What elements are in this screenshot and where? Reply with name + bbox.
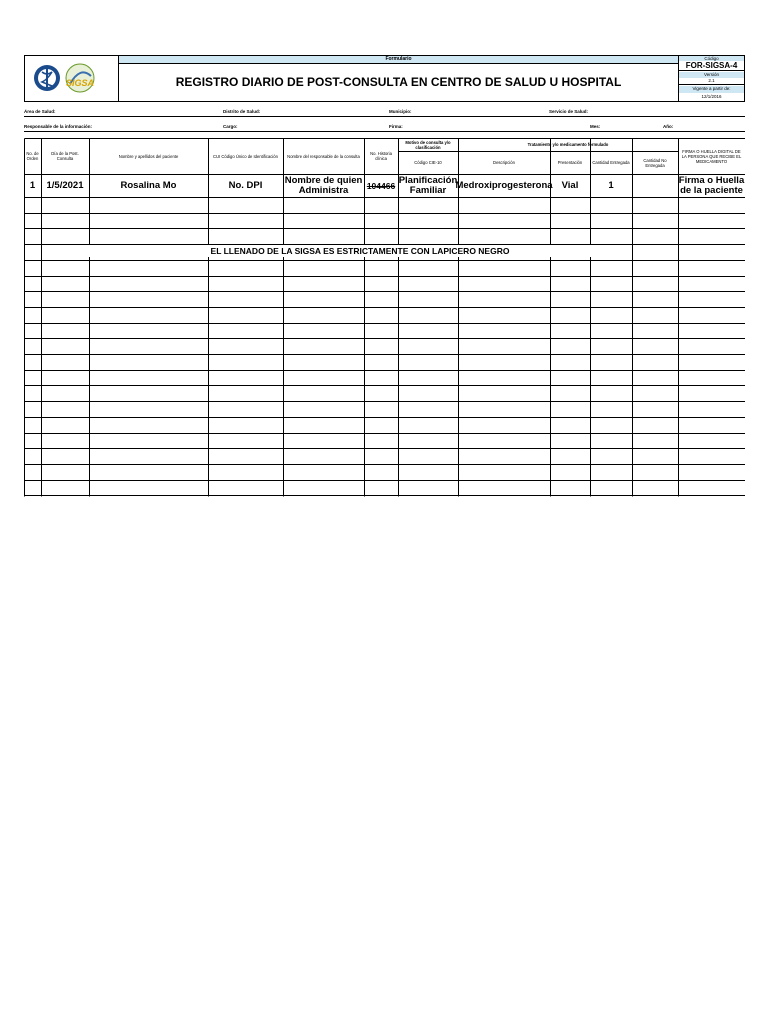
health-logos — [25, 56, 119, 101]
row1-historia: 104466 — [366, 180, 396, 191]
code-column — [678, 56, 744, 101]
logo-cell — [25, 56, 119, 101]
version-label: Versión — [679, 72, 744, 78]
codigo-label: Código — [679, 56, 744, 61]
header-no-orden: No. de Orden — [26, 151, 39, 161]
row1-presentacion: Vial — [561, 179, 579, 191]
header-descripcion: Descripción — [493, 160, 515, 165]
formulario-label: Formulario — [119, 56, 678, 64]
header-presentacion: Presentación — [557, 160, 583, 165]
servicio-label: Servicio de Salud: — [549, 109, 589, 114]
municipio-label: Municipio: — [389, 109, 412, 114]
anio-label: Año: — [663, 124, 674, 129]
area-label: Área de Salud: — [24, 109, 56, 114]
header-motivo: Motivo de consulta y/o clasificación — [405, 139, 451, 150]
form-title: REGISTRO DIARIO DE POST-CONSULTA EN CENTRO DE SALUD U HOSPITAL — [175, 75, 622, 89]
row1-cantidad: 1 — [608, 179, 614, 191]
sigsa-logo-text: SIGSA — [65, 78, 95, 88]
header-nombre-paciente: Nombre y apellidos del paciente — [118, 153, 179, 159]
black-pen-notice: EL LLENADO DE LA SIGSA ES ESTRICTAMENTE CON LAPICERO NEGRO — [89, 245, 631, 257]
header-firma: FIRMA O HUELLA DIGITAL DE LA PERSONA QUE RECIBE EL MEDICAMENTO — [681, 148, 742, 164]
header-cant-no-entregada: Cantidad No Entregada — [643, 157, 667, 168]
row1-cie: Planificación Familiar — [398, 174, 458, 196]
firma-label: Firma: — [389, 124, 403, 129]
distrito-label: Distrito de Salud: — [223, 109, 261, 114]
version-value: 2.1 — [679, 78, 744, 85]
row1-firma: Firma o Huella de la paciente — [678, 174, 745, 196]
header-historia: No. Historia clínica — [370, 151, 392, 161]
info-line-1 — [24, 116, 745, 117]
header-tratamiento: Tratamiento y/o medicamento formulado — [527, 142, 609, 147]
form-header — [24, 55, 745, 102]
vigente-value: 12/1/2016 — [701, 94, 722, 99]
row1-no: 1 — [29, 179, 36, 191]
post-consulta-table — [24, 138, 745, 497]
header-cui: CUI Código Único de Identificación — [213, 153, 278, 159]
vigente-label: Vigente a partir de: — [679, 86, 744, 93]
cargo-label: Cargo: — [223, 124, 238, 129]
row1-nombre: Rosalina Mo — [120, 179, 177, 191]
header-responsable: Nombre del responsable de la consulta — [287, 153, 360, 159]
header-cie: Código CIE-10 — [414, 160, 442, 165]
header-cant-entregada: Cantidad Entregada — [592, 160, 630, 165]
codigo-value: FOR-SIGSA-4 — [679, 61, 744, 71]
header-dia: Día de la Post. Consulta — [51, 151, 79, 161]
mes-label: Mes: — [590, 124, 601, 129]
row1-dia: 1/5/2021 — [46, 179, 84, 191]
responsable-label: Responsable de la información: — [24, 124, 93, 129]
row1-descripcion: Medroxiprogesterona — [455, 179, 553, 191]
row1-cui: No. DPI — [228, 179, 263, 191]
row1-responsable: Nombre de quien Administra — [284, 174, 363, 196]
info-line-2 — [24, 131, 745, 132]
